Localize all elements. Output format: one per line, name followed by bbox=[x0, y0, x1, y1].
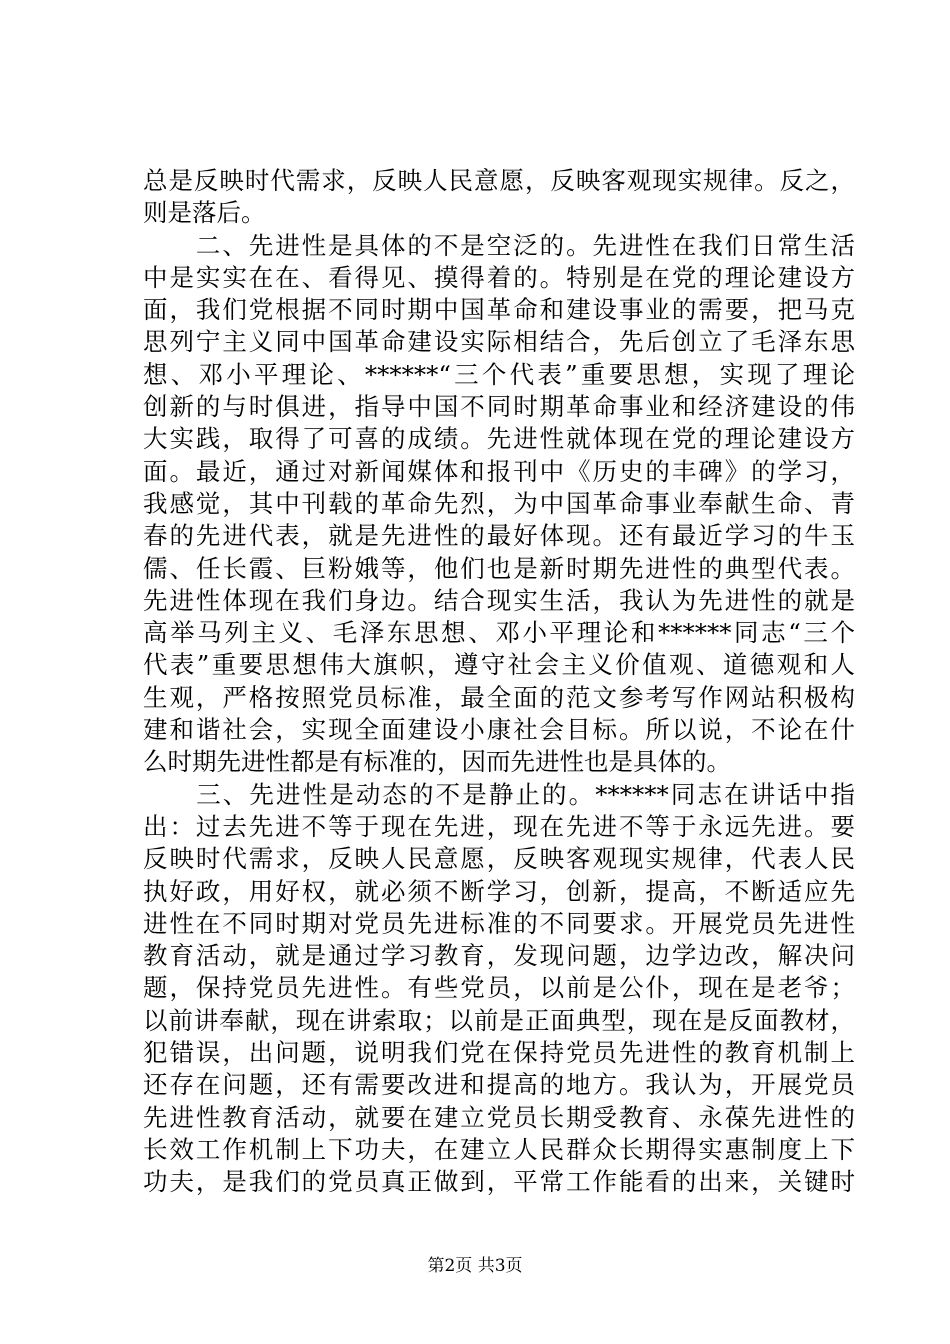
text-line: 先进性体现在我们身边。结合现实生活，我认为先进性的就是 bbox=[143, 585, 855, 615]
text-line: 先进性教育活动，就要在建立党员长期受教育、永葆先进性的 bbox=[143, 1102, 855, 1132]
text-line: 功夫，是我们的党员真正做到，平常工作能看的出来，关键时 bbox=[143, 1167, 855, 1197]
text-line: 犯错误，出问题，说明我们党在保持党员先进性的教育机制上 bbox=[143, 1038, 855, 1068]
text-line: 教育活动，就是通过学习教育，发现问题，边学边改，解决问 bbox=[143, 941, 855, 971]
text-line: 还存在问题，还有需要改进和提高的地方。我认为，开展党员 bbox=[143, 1070, 855, 1100]
text-line: 以前讲奉献，现在讲索取；以前是正面典型，现在是反面教材， bbox=[143, 1005, 855, 1035]
text-line: 高举马列主义、毛泽东思想、邓小平理论和******同志“三个 bbox=[143, 618, 855, 648]
page-number-footer: 第2页 共3页 bbox=[427, 1256, 523, 1276]
text-line: 出：过去先进不等于现在先进，现在先进不等于永远先进。要 bbox=[143, 811, 855, 841]
text-line: 二、先进性是具体的不是空泛的。先进性在我们日常生活 bbox=[143, 230, 855, 260]
text-line: 建和谐社会，实现全面建设小康社会目标。所以说，不论在什 bbox=[143, 715, 855, 745]
text-line: 面，我们党根据不同时期中国革命和建设事业的需要，把马克 bbox=[143, 295, 855, 325]
text-line: 我感觉，其中刊载的革命先烈，为中国革命事业奉献生命、青 bbox=[143, 488, 855, 518]
text-line: 执好政，用好权，就必须不断学习，创新，提高，不断适应先 bbox=[143, 876, 855, 906]
text-line: 中是实实在在、看得见、摸得着的。特别是在党的理论建设方 bbox=[143, 262, 855, 292]
text-line: 总是反映时代需求，反映人民意愿，反映客观现实规律。反之， bbox=[143, 166, 855, 195]
text-line: 面。最近，通过对新闻媒体和报刊中《历史的丰碑》的学习， bbox=[143, 456, 855, 486]
text-line: 进性在不同时期对党员先进标准的不同要求。开展党员先进性 bbox=[143, 908, 855, 938]
text-line: 则是落后。 bbox=[143, 198, 266, 228]
text-line: 大实践，取得了可喜的成绩。先进性就体现在党的理论建设方 bbox=[143, 424, 855, 454]
text-line: 代表”重要思想伟大旗帜，遵守社会主义价值观、道德观和人 bbox=[143, 650, 855, 680]
text-line: 反映时代需求，反映人民意愿，反映客观现实规律，代表人民 bbox=[143, 844, 855, 874]
text-line: 长效工作机制上下功夫，在建立人民群众长期得实惠制度上下 bbox=[143, 1134, 855, 1164]
text-line: 么时期先进性都是有标准的，因而先进性也是具体的。 bbox=[143, 747, 731, 777]
text-line: 创新的与时俱进，指导中国不同时期革命事业和经济建设的伟 bbox=[143, 392, 855, 422]
text-line: 思列宁主义同中国革命建设实际相结合，先后创立了毛泽东思 bbox=[143, 327, 855, 357]
text-line: 三、先进性是动态的不是静止的。******同志在讲话中指 bbox=[143, 779, 855, 809]
text-line: 想、邓小平理论、******“三个代表”重要思想，实现了理论 bbox=[143, 359, 855, 389]
text-line: 春的先进代表，就是先进性的最好体现。还有最近学习的牛玉 bbox=[143, 521, 855, 551]
body-text bbox=[143, 165, 855, 1199]
text-line: 题，保持党员先进性。有些党员，以前是公仆，现在是老爷； bbox=[143, 973, 855, 1003]
text-line: 生观，严格按照党员标准，最全面的范文参考写作网站积极构 bbox=[143, 682, 855, 712]
text-line: 儒、任长霞、巨粉娥等，他们也是新时期先进性的典型代表。 bbox=[143, 553, 855, 583]
